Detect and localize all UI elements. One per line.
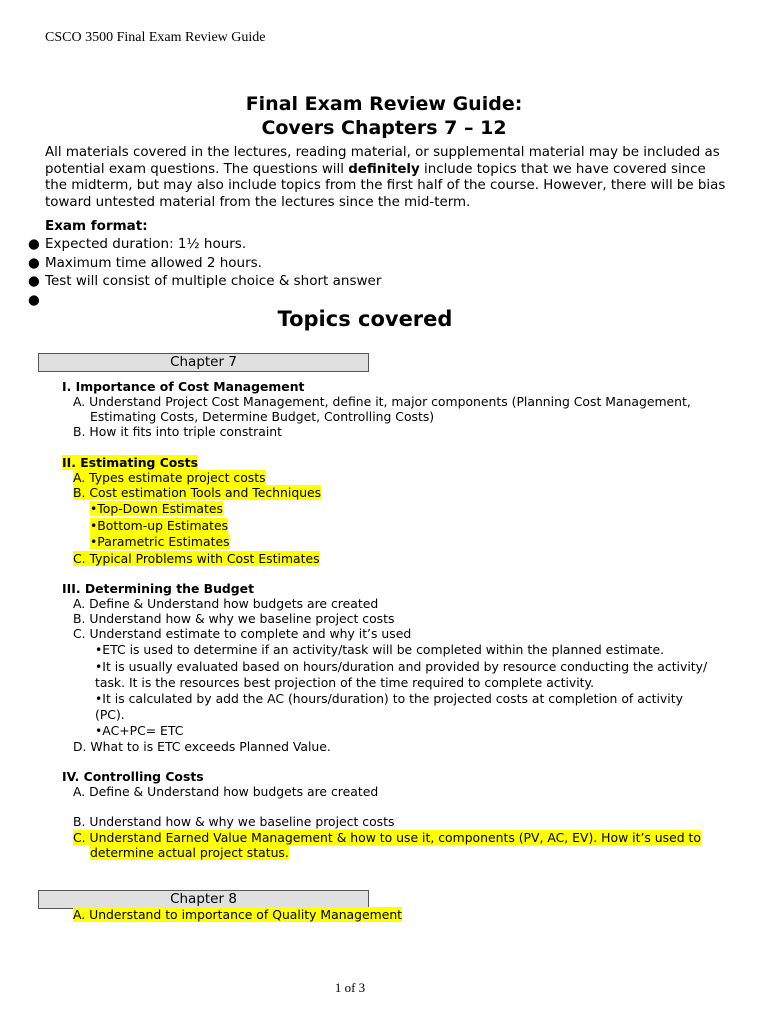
outline-subitem: •It is calculated by add the AC (hours/duration) to the projected costs at completion of activity [95,691,683,706]
outline-subitem: •ETC is used to determine if an activity/task will be completed within the planned estimate. [95,642,665,657]
outline-subitem: •Top-Down Estimates [90,501,223,516]
intro-paragraph [45,145,730,211]
list-item: ● Expected duration: 1½ hours. [28,236,247,252]
outline-item: C. Typical Problems with Cost Estimates [73,551,320,566]
outline-item: B. Cost estimation Tools and Techniques [73,485,322,500]
section-heading: I. Importance of Cost Management [62,379,305,394]
outline-subitem: •Parametric Estimates [90,534,230,549]
outline-item: B. Understand how & why we baseline project costs [73,814,395,829]
outline-item: C. Understand estimate to complete and why it’s used [73,626,412,641]
intro-emphasis: definitely [348,161,420,177]
bullet-icon: ● [28,273,40,289]
outline-item: A. Define & Understand how budgets are created [73,596,379,611]
outline-subitem: •AC+PC= ETC [95,723,184,738]
bullet-icon: ● [28,291,40,308]
outline-item: B. Understand how & why we baseline project costs [73,611,395,626]
outline-subitem: task. It is the resources best projection of the time required to complete activity. [95,675,595,690]
section-heading: IV. Controlling Costs [62,769,204,784]
outline-subitem: •Bottom-up Estimates [90,518,229,533]
outline-item: A. Understand Project Cost Management, define it, major components (Planning Cost Management, [73,394,691,409]
intro-text-1: All materials covered in the lectures, reading material, or supplemental material may be included as potential exam questions. The questions will [45,145,720,177]
outline-item: D. What to is ETC exceeds Planned Value. [73,739,331,754]
outline-item: Estimating Costs, Determine Budget, Controlling Costs) [90,409,435,424]
exam-format-heading: Exam format: [45,218,148,234]
section-heading: II. Estimating Costs [62,455,198,470]
outline-item: B. How it fits into triple constraint [73,424,282,439]
chapter-7-box: Chapter 7 [38,353,369,372]
outline-item: A. Types estimate project costs [73,470,266,485]
bullet-icon: ● [28,236,40,252]
page-number: 1 of 3 [334,980,366,995]
document-header: CSCO 3500 Final Exam Review Guide [45,30,266,45]
outline-item: A. Understand to importance of Quality Management [73,907,403,922]
list-item: ● Test will consist of multiple choice & short answer [28,273,382,289]
topics-heading: Topics covered [277,307,453,331]
section-heading: III. Determining the Budget [62,581,255,596]
outline-item: C. Understand Earned Value Management & how to use it, components (PV, AC, EV). How it’s used to [73,830,701,845]
outline-item: A. Define & Understand how budgets are created [73,784,379,799]
outline-subitem: (PC). [95,707,125,722]
outline-subitem: •It is usually evaluated based on hours/duration and provided by resource conducting the activity/ [95,659,708,674]
list-item: ● Maximum time allowed 2 hours. [28,254,262,271]
bullet-icon: ● [28,254,40,271]
chapter-8-box: Chapter 8 [38,890,369,909]
outline-item: determine actual project status. [90,845,289,860]
intro-text-2: include topics that we have covered since the midterm, but may also include topics from the first half of the course. However, there will be bias toward untested material from the lectures since the mid-term. [45,161,726,210]
page-subtitle: Covers Chapters 7 – 12 [261,117,507,139]
exam-format-list [28,235,381,309]
page-title: Final Exam Review Guide: [245,93,523,115]
